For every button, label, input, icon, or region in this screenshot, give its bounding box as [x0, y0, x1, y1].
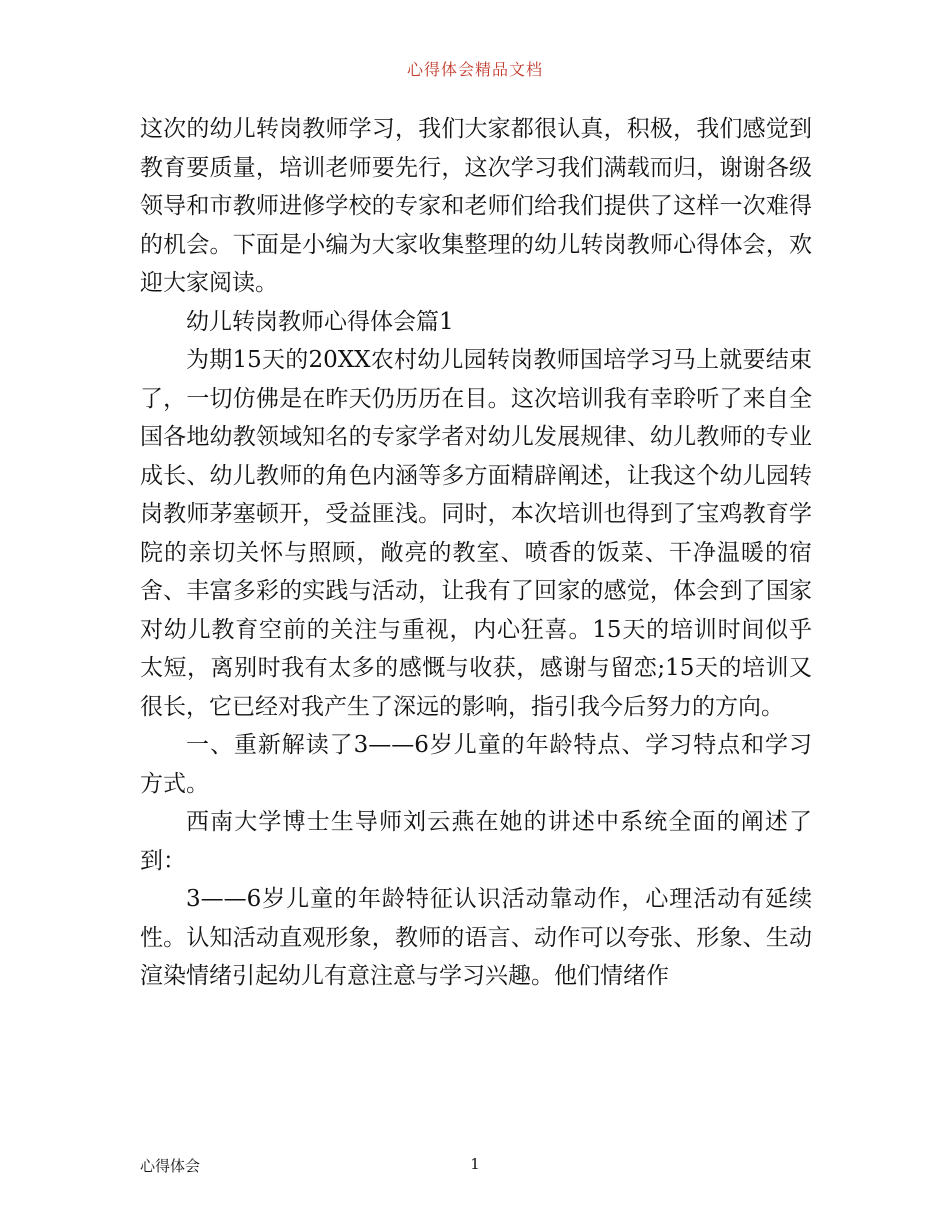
- page-number: 1: [470, 1155, 480, 1173]
- paragraph-body: 为期15天的20XX农村幼儿园转岗教师国培学习马上就要结束了，一切仿佛是在昨天仍历历在目。这次培训我有幸聆听了来自全国各地幼教领域知名的专家学者对幼儿发展规律、幼儿教师的专业成长、幼儿教师的角色内涵等多方面精辟阐述，让我这个幼儿园转岗教师茅塞顿开，受益匪浅。同时，本次培训也得到了宝鸡教育学院的亲切关怀与照顾，敞亮的教室、喷香的饭菜、干净温暖的宿舍、丰富多彩的实践与活动，让我有了回家的感觉，体会到了国家对幼儿教育空前的关注与重视，内心狂喜。15天的培训时间似乎太短，离别时我有太多的感慨与收获，感谢与留恋;15天的培训又很长，它已经对我产生了深远的影响，指引我今后努力的方向。: [140, 347, 812, 720]
- paragraph-intro: 这次的幼儿转岗教师学习，我们大家都很认真，积极，我们感觉到教育要质量，培训老师要先行，这次学习我们满载而归，谢谢各级领导和市教师进修学校的专家和老师们给我们提供了这样一次难得的机会。下面是小编为大家收集整理的幼儿转岗教师心得体会，欢迎大家阅读。: [140, 116, 812, 296]
- section-heading: 幼儿转岗教师心得体会篇1: [186, 308, 454, 335]
- paragraph-quote-intro: 西南大学博士生导师刘云燕在她的讲述中系统全面的阐述了到：: [140, 809, 812, 874]
- header-title: 心得体会精品文档: [406, 60, 543, 79]
- document-body: [140, 110, 812, 996]
- paragraph-point-one: 一、重新解读了3——6岁儿童的年龄特点、学习特点和学习方式。: [140, 732, 812, 797]
- footer-label: 心得体会: [140, 1157, 201, 1175]
- paragraph-age-features: 3——6岁儿童的年龄特征认识活动靠动作，心理活动有延续性。认知活动直观形象，教师的语言、动作可以夸张、形象、生动渲染情绪引起幼儿有意注意与学习兴趣。他们情绪作: [140, 886, 812, 989]
